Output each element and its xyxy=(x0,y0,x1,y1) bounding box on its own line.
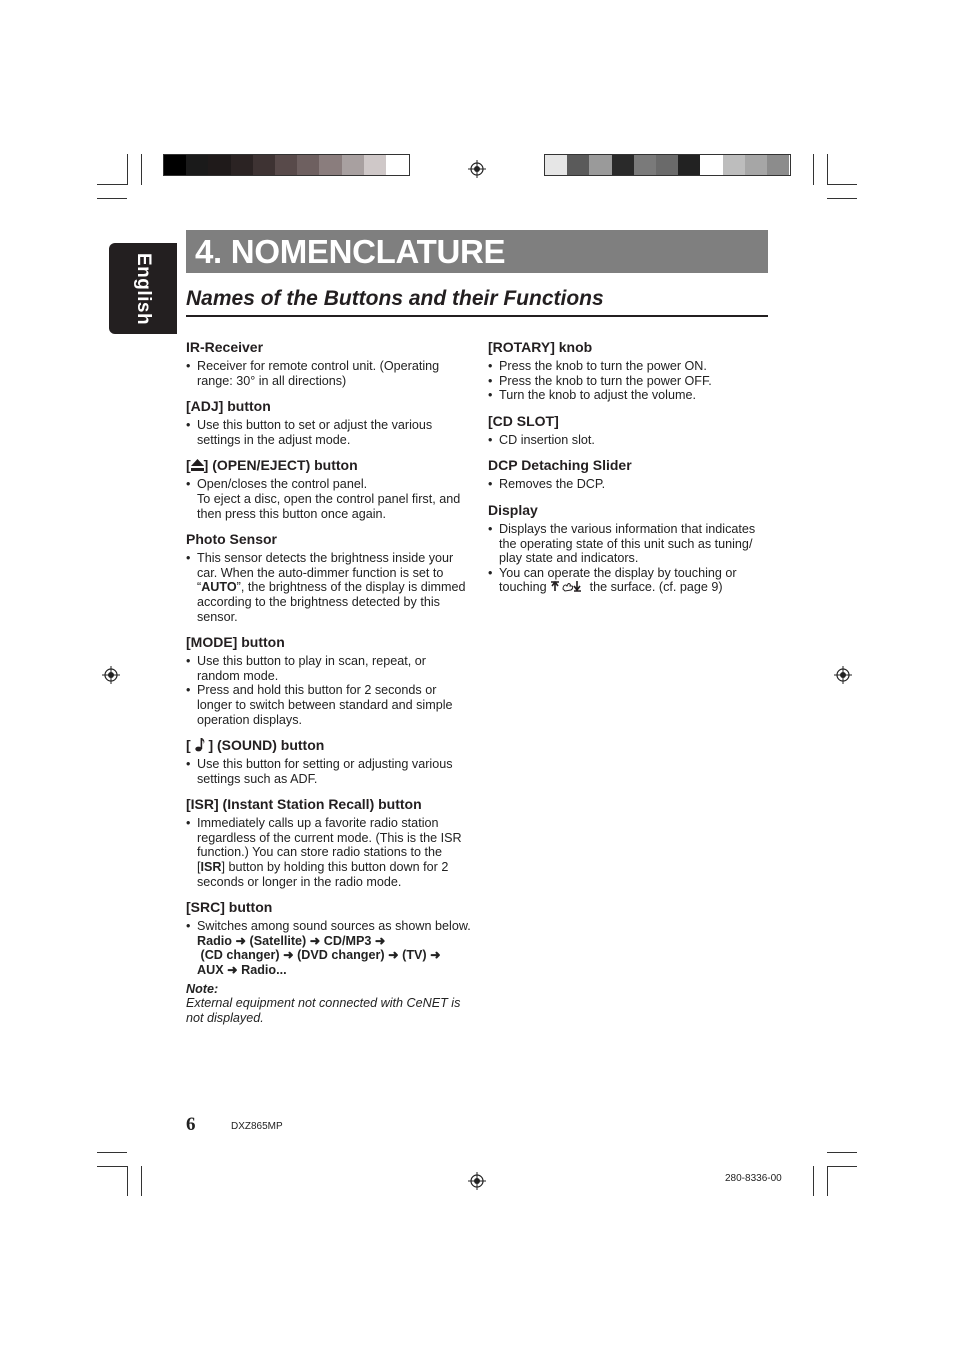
bullet-text: To eject a disc, open the control panel first, and then press this button once again. xyxy=(197,491,461,521)
section-heading: [ISR] (Instant Station Recall) button xyxy=(186,796,422,813)
bullet-text: This sensor detects the brightness inside your car. When the auto-dimmer function is set to “ xyxy=(197,551,454,595)
bullet-text: the surface. (cf. page 9) xyxy=(586,580,723,595)
model-number: DXZ865MP xyxy=(231,1121,283,1132)
bullet-text: ”, the brightness of the display is dimmed according to the brightness detected by this sensor. xyxy=(197,580,466,624)
left-column xyxy=(186,339,471,1025)
bullet-item xyxy=(186,477,471,521)
crop-mark xyxy=(127,154,128,185)
color-swatch xyxy=(253,155,275,175)
bullet-item: • Use this button for setting or adjusting various settings such as ADF. xyxy=(186,757,471,786)
color-swatch xyxy=(231,155,253,175)
color-swatch xyxy=(678,155,700,175)
bullet-item: • Receiver for remote control unit. (Operating range: 30° in all directions) xyxy=(186,359,471,388)
language-tab-label: English xyxy=(133,252,154,325)
section-src-button xyxy=(186,899,471,977)
section-ir-receiver xyxy=(186,339,471,388)
section-sound-button xyxy=(186,737,471,786)
bullet-item: • Use this button to play in scan, repeat, or random mode. xyxy=(186,654,471,683)
heading-bracket: [ xyxy=(186,737,195,754)
eject-icon xyxy=(191,459,204,471)
right-column xyxy=(488,339,768,605)
bullet-text: ] button by holding this button down for 2 seconds or longer in the radio mode. xyxy=(197,860,449,889)
section-photo-sensor xyxy=(186,531,471,624)
section-heading: [ROTARY] knob xyxy=(488,339,593,355)
color-swatch xyxy=(700,155,722,175)
heading-bracket: [ xyxy=(186,457,191,474)
source-flow-line: (CD changer) ➜ (DVD changer) ➜ (TV) ➜ xyxy=(197,948,441,963)
section-heading: [ADJ] button xyxy=(186,398,271,415)
bullet-text: You can operate the display by touching or touching xyxy=(499,565,737,595)
music-note-icon xyxy=(195,738,205,752)
bullet-item: • CD insertion slot. xyxy=(488,433,768,448)
color-swatch xyxy=(186,155,208,175)
section-cd-slot xyxy=(488,413,768,448)
crop-mark xyxy=(813,1166,814,1196)
heading-text: ] (OPEN/EJECT) button xyxy=(203,457,358,474)
section-eject-button xyxy=(186,457,471,521)
color-swatch xyxy=(297,155,319,175)
color-bar-right xyxy=(544,154,791,176)
section-heading: Display xyxy=(488,501,538,518)
page-number: 6 xyxy=(186,1114,196,1135)
section-heading xyxy=(186,737,471,753)
crop-mark xyxy=(141,1166,142,1196)
bullet-item: • Removes the DCP. xyxy=(488,477,768,492)
bullet-bold-text: AUTO xyxy=(201,580,237,595)
bullet-item xyxy=(186,816,471,889)
section-display xyxy=(488,502,768,595)
color-swatch xyxy=(745,155,767,175)
document-code: 280-8336-00 xyxy=(725,1173,782,1184)
source-flow-line: AUX ➜ Radio... xyxy=(197,963,287,978)
section-subtitle: Names of the Buttons and their Functions xyxy=(186,287,604,310)
color-swatch xyxy=(723,155,745,175)
color-swatch xyxy=(634,155,656,175)
color-swatch xyxy=(589,155,611,175)
color-swatch xyxy=(386,155,408,175)
bullet-bold-text: ISR xyxy=(200,860,222,875)
registration-mark-icon xyxy=(468,160,486,178)
bullet-item: • Switches among sound sources as shown below. xyxy=(186,919,471,934)
color-swatch xyxy=(767,155,789,175)
crop-mark xyxy=(827,154,828,185)
crop-mark xyxy=(813,154,814,185)
section-heading: [MODE] button xyxy=(186,634,285,651)
heading-text: ] (SOUND) button xyxy=(204,737,325,754)
subtitle-block xyxy=(186,286,768,317)
language-tab xyxy=(109,243,177,334)
color-swatch xyxy=(164,155,186,175)
section-heading: [CD SLOT] xyxy=(488,412,559,429)
title-bar xyxy=(186,230,768,273)
source-flow-line: Radio ➜ (Satellite) ➜ CD/MP3 ➜ xyxy=(197,933,386,948)
crop-mark xyxy=(827,1166,828,1196)
color-swatch xyxy=(656,155,678,175)
color-swatch xyxy=(545,155,567,175)
registration-mark-icon xyxy=(468,1172,486,1190)
page-title: 4. NOMENCLATURE xyxy=(195,233,506,270)
crop-mark xyxy=(827,198,857,199)
color-swatch xyxy=(612,155,634,175)
crop-mark xyxy=(97,184,127,185)
crop-mark xyxy=(827,1166,857,1167)
registration-mark-icon xyxy=(834,666,852,684)
color-swatch xyxy=(342,155,364,175)
crop-mark xyxy=(827,1152,857,1153)
crop-mark xyxy=(827,184,857,185)
section-heading: DCP Detaching Slider xyxy=(488,457,632,474)
note-text: External equipment not connected with CeNET is not displayed. xyxy=(186,996,461,1025)
bullet-item: • Displays the various information that indicates the operating state of this unit such as tuning/ play state and indicators. xyxy=(488,522,768,566)
bullet-item: • Press and hold this button for 2 seconds or longer to switch between standard and simple operation displays. xyxy=(186,683,471,727)
crop-mark xyxy=(97,1166,127,1167)
bullet-item: • Turn the knob to adjust the volume. xyxy=(488,388,768,403)
section-mode-button xyxy=(186,634,471,727)
registration-mark-icon xyxy=(102,666,120,684)
color-swatch xyxy=(319,155,341,175)
section-heading: Photo Sensor xyxy=(186,531,278,548)
crop-mark xyxy=(97,1152,127,1153)
color-swatch xyxy=(275,155,297,175)
bullet-item xyxy=(488,566,768,595)
section-isr-button xyxy=(186,796,471,889)
crop-mark xyxy=(141,154,142,185)
color-swatch xyxy=(364,155,386,175)
bullet-text: Open/closes the control panel. xyxy=(197,477,368,492)
color-bar-left xyxy=(163,154,410,176)
bullet-item xyxy=(186,551,471,624)
section-dcp-slider xyxy=(488,457,768,492)
crop-mark xyxy=(97,198,127,199)
color-swatch xyxy=(567,155,589,175)
section-adj-button xyxy=(186,398,471,447)
bullet-text: Immediately calls up a favorite radio station regardless of the current mode. (This is the ISR function.) You can store radio stations to the [ xyxy=(197,816,462,875)
color-swatch xyxy=(208,155,230,175)
section-heading: [SRC] button xyxy=(186,899,273,916)
bullet-item: • Press the knob to turn the power OFF. xyxy=(488,374,768,389)
section-heading: IR-Receiver xyxy=(186,339,264,355)
section-heading xyxy=(186,457,471,473)
bullet-item: • Press the knob to turn the power ON. xyxy=(488,359,768,374)
section-rotary-knob xyxy=(488,339,768,403)
touch-gesture-icon xyxy=(550,580,586,592)
note-title: Note: xyxy=(186,981,219,996)
bullet-item: • Use this button to set or adjust the various settings in the adjust mode. xyxy=(186,418,471,447)
crop-mark xyxy=(127,1166,128,1196)
